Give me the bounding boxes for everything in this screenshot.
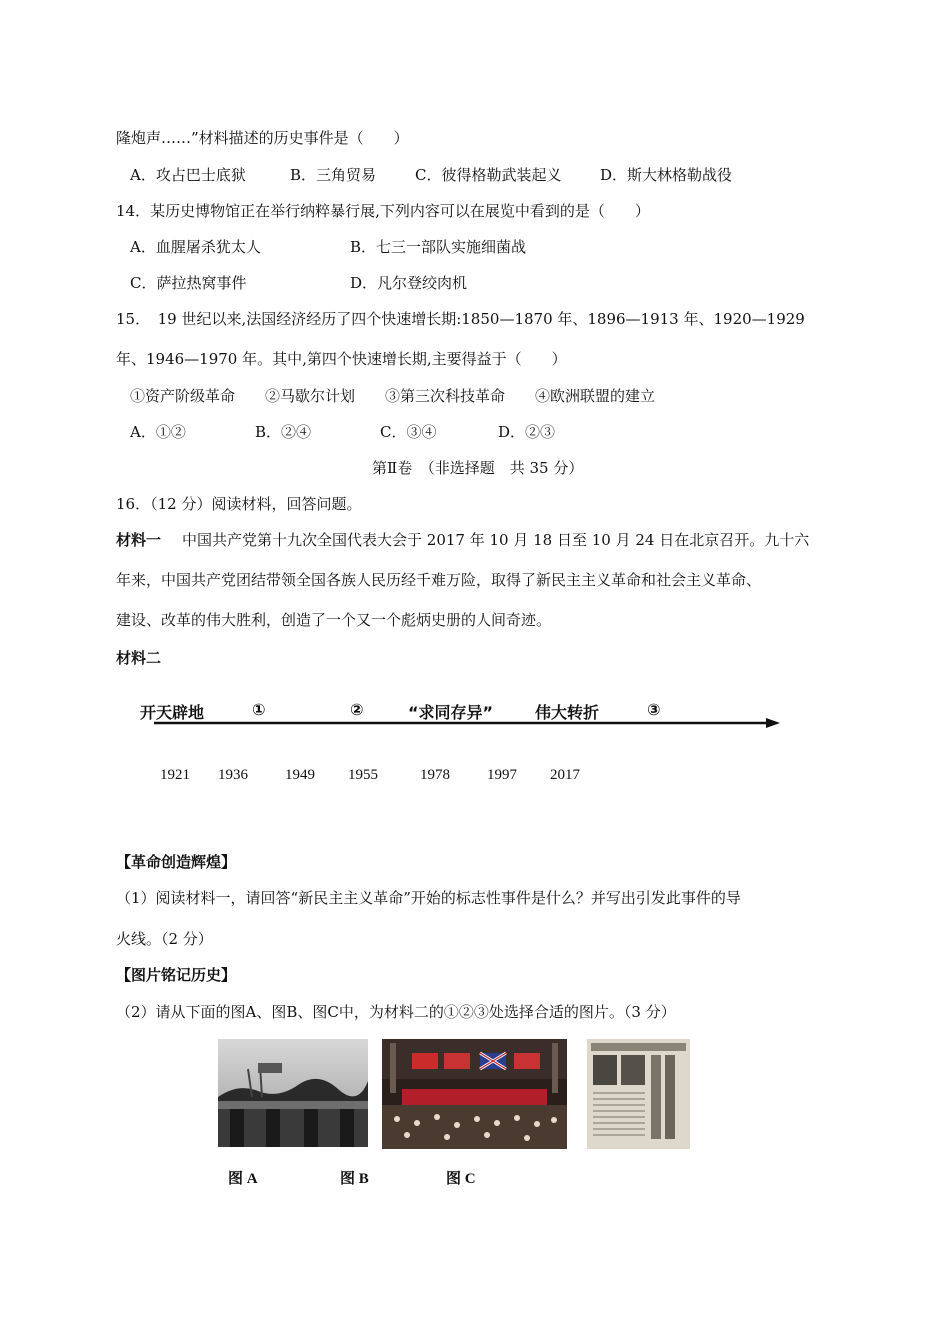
q13-option-b: B．三角贸易 [290,166,377,184]
photo-a [218,1039,368,1147]
q13-stem-end: 隆炮声……”材料描述的历史事件是（ ） [116,129,409,147]
timeline-year-1: 1921 [160,767,190,783]
sub-question-1-line1: （1）阅读材料一，请回答“新民主主义革命”开始的标志性事件是什么？并写出引发此事件的导 [116,889,741,907]
timeline-year-4: 1955 [348,767,378,783]
timeline-label-4: “求同存异” [408,703,494,722]
photo-c [587,1039,690,1149]
q13-option-c: C．彼得格勒武装起义 [415,166,562,184]
q15-option-c: C．③④ [380,423,437,441]
timeline-arrow [150,716,782,730]
heading-pictures: 【图片铭记历史】 [116,966,237,984]
material-one-line1: 中国共产党第十九次全国代表大会于 2017 年 10 月 18 日至 10 月 24 日在北京召开。九十六 [182,531,810,549]
timeline-year-3: 1949 [285,767,315,783]
heading-revolution: 【革命创造辉煌】 [116,853,237,871]
q13-option-a: A．攻占巴士底狱 [130,166,246,184]
material-one-label: 材料一 [116,531,162,549]
q15-option-d: D．②③ [498,423,556,441]
caption-b: 图 B [340,1171,369,1187]
q14-option-b: B．七三一部队实施细菌战 [350,238,527,256]
material-one-line3: 建设、改革的伟大胜利，创造了一个又一个彪炳史册的人间奇迹。 [116,611,552,629]
material-one-line2: 年来，中国共产党团结带领全国各族人民历经千难万险，取得了新民主主义革命和社会主义革命、 [116,571,762,589]
timeline-label-3: ② [350,700,364,719]
material-two-label: 材料二 [116,649,162,667]
q15-stem-line1: 15． 19 世纪以来,法国经济经历了四个快速增长期:1850—1870 年、1896—1913 年、1920—1929 [116,310,805,328]
q14-option-c: C．萨拉热窝事件 [130,274,247,292]
sub-question-1-line2: 火线。（2 分） [116,930,213,948]
q15-stem-line2: 年、1946—1970 年。其中,第四个快速增长期,主要得益于（ ） [116,350,567,368]
timeline-year-2: 1936 [218,767,248,783]
q14-option-a: A．血腥屠杀犹太人 [130,238,261,256]
q15-option-a: A．①② [130,423,186,441]
caption-a: 图 A [228,1171,258,1187]
sub-question-2: （2）请从下面的图A、图B、图C中，为材料二的①②③处选择合适的图片。（3 分） [116,1003,676,1021]
q14-stem: 14．某历史博物馆正在举行纳粹暴行展,下列内容可以在展览中看到的是（ ） [116,202,650,220]
q16-stem: 16．（12 分）阅读材料，回答问题。 [116,495,362,513]
timeline-label-5: 伟大转折 [535,703,600,722]
q15-option-b: B．②④ [255,423,312,441]
q13-option-d: D．斯大林格勒战役 [600,166,733,184]
photo-b [382,1039,567,1149]
section-title: 第Ⅱ卷 （非选择题 共 35 分） [372,459,584,477]
timeline-label-1: 开天辟地 [140,703,205,722]
timeline-year-5: 1978 [420,767,450,783]
caption-c: 图 C [446,1171,476,1187]
timeline-year-7: 2017 [550,767,580,783]
q14-option-d: D．凡尔登绞肉机 [350,274,468,292]
q15-items: ①资产阶级革命 ②马歇尔计划 ③第三次科技革命 ④欧洲联盟的建立 [130,387,656,405]
timeline-label-2: ① [252,700,266,719]
timeline-year-6: 1997 [487,767,517,783]
timeline-label-6: ③ [647,700,661,719]
